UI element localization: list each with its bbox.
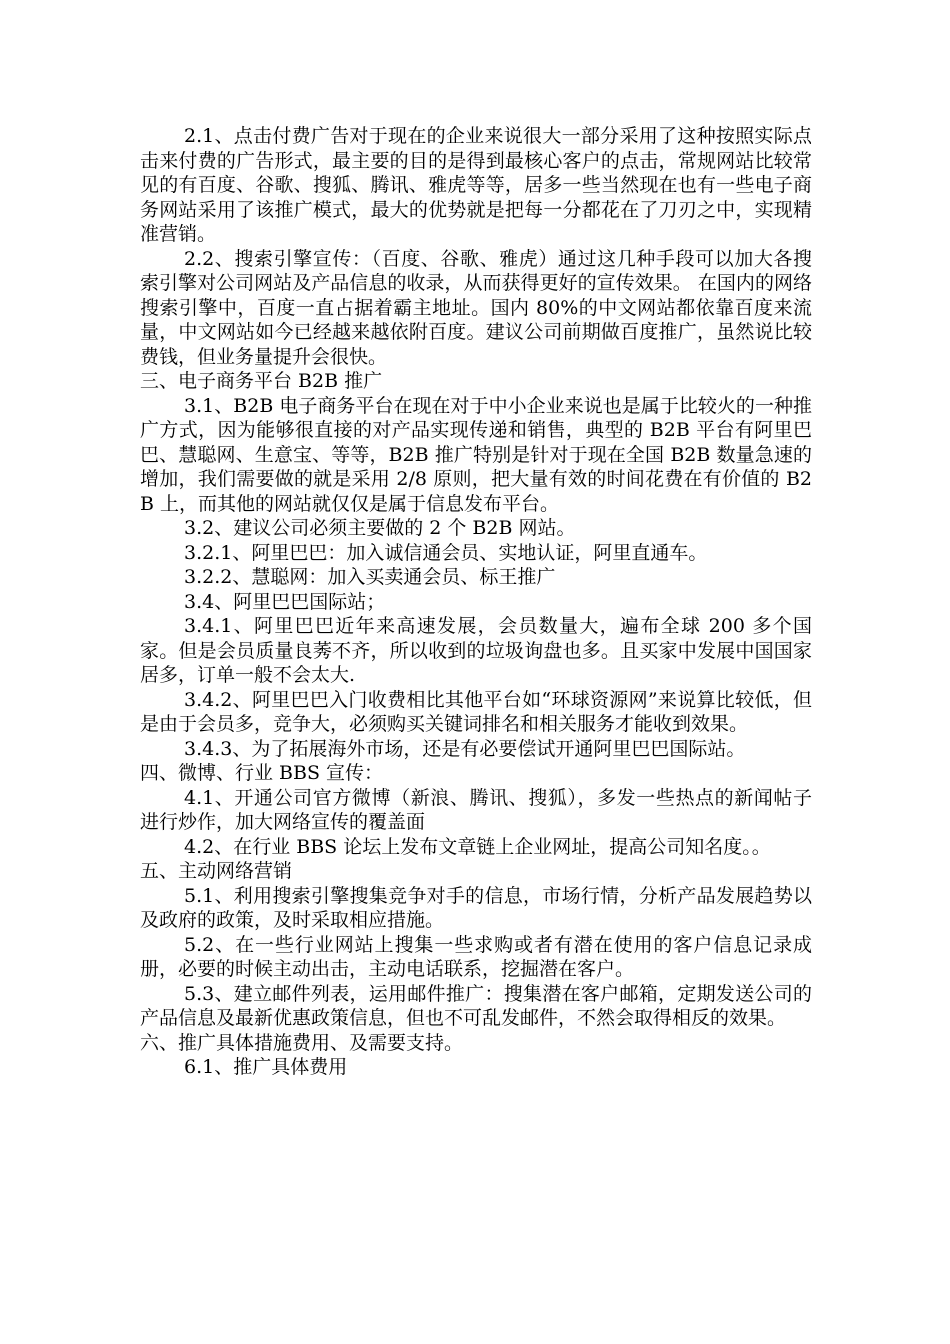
document-body bbox=[140, 124, 812, 1080]
paragraph-3-1-b2b-platform: 3.1、B2B 电子商务平台在现在对于中小企业来说也是属于比较火的一种推广方式，因为能够很直接的对产品实现传递和销售，典型的 B2B 平台有阿里巴巴、慧聪网、生意宝、等等，B2B 推广特别是针对于现在全国 B2B 数量急速的增加，我们需要做的就是采用 2/8 原则，把大量有效的时间花费在有价值的 B2B 上，而其他的网站就仅仅是属于信息发布平台。 bbox=[140, 394, 812, 515]
paragraph-2-2-search-engine: 2.2、搜索引擎宣传：（百度、谷歌、雅虎）通过这几种手段可以加大各搜索引擎对公司网站及产品信息的收录，从而获得更好的宣传效果。 在国内的网络搜索引擎中，百度一直占据着霸主地址。国内 80%的中文网站都依靠百度来流量，中文网站如今已经越来越依附百度。建议公司前期做百度推广，虽然说比较费钱，但业务量提升会很快。 bbox=[140, 247, 812, 368]
paragraph-5-3-email: 5.3、建立邮件列表，运用邮件推广：搜集潜在客户邮箱，定期发送公司的产品信息及最新优惠政策信息，但也不可乱发邮件，不然会取得相反的效果。 bbox=[140, 982, 812, 1029]
paragraph-5-1: 5.1、利用搜索引擎搜集竞争对手的信息，市场行情，分析产品发展趋势以及政府的政策，及时采取相应措施。 bbox=[140, 884, 812, 931]
paragraph-3-4-1: 3.4.1、阿里巴巴近年来高速发展，会员数量大，遍布全球 200 多个国家。但是会员质量良莠不齐，所以收到的垃圾询盘也多。且买家中发展中国国家居多，订单一般不会太大. bbox=[140, 615, 812, 686]
paragraph-2-1-ppc-ads: 2.1、点击付费广告对于现在的企业来说很大一部分采用了这种按照实际点击来付费的广告形式，最主要的目的是得到最核心客户的点击，常规网站比较常见的有百度、谷歌、搜狐、腾讯、雅虎等等，居多一些当然现在也有一些电子商务网站采用了该推广模式，最大的优势就是把每一分都花在了刀刃之中，实现精准营销。 bbox=[140, 125, 812, 245]
paragraph-3-2-2-hc360: 3.2.2、慧聪网：加入买卖通会员、标王推广 bbox=[184, 566, 556, 588]
paragraph-6-1: 6.1、推广具体费用 bbox=[184, 1056, 348, 1078]
paragraph-3-2-1-alibaba: 3.2.1、阿里巴巴：加入诚信通会员、实地认证，阿里直通车。 bbox=[184, 541, 708, 564]
section-heading-weibo-bbs: 四、微博、行业 BBS 宣传： bbox=[140, 762, 384, 784]
section-heading-active-marketing: 五、主动网络营销 bbox=[140, 860, 293, 882]
section-heading-b2b: 三、电子商务平台 B2B 推广 bbox=[140, 370, 383, 392]
paragraph-4-2-bbs: 4.2、在行业 BBS 论坛上发布文章链上企业网址，提高公司知名度。。 bbox=[184, 835, 771, 858]
paragraph-3-4-2: 3.4.2、阿里巴巴入门收费相比其他平台如“环球资源网”来说算比较低，但是由于会员多，竞争大，必须购买关键词排名和相关服务才能收到效果。 bbox=[140, 688, 812, 735]
paragraph-3-2: 3.2、建议公司必须主要做的 2 个 B2B 网站。 bbox=[184, 517, 576, 539]
paragraph-3-4-alibaba-intl: 3.4、阿里巴巴国际站； bbox=[184, 590, 386, 613]
paragraph-3-4-3: 3.4.3、为了拓展海外市场，还是有必要偿试开通阿里巴巴国际站。 bbox=[184, 737, 746, 760]
paragraph-5-2: 5.2、在一些行业网站上搜集一些求购或者有潜在使用的客户信息记录成册，必要的时候主动出击，主动电话联系，挖掘潜在客户。 bbox=[140, 933, 812, 980]
section-heading-costs: 六、推广具体措施费用、及需要支持。 bbox=[140, 1031, 464, 1054]
paragraph-4-1-weibo: 4.1、开通公司官方微博（新浪、腾讯、搜狐），多发一些热点的新闻帖子进行炒作，加大网络宣传的覆盖面 bbox=[140, 786, 812, 833]
